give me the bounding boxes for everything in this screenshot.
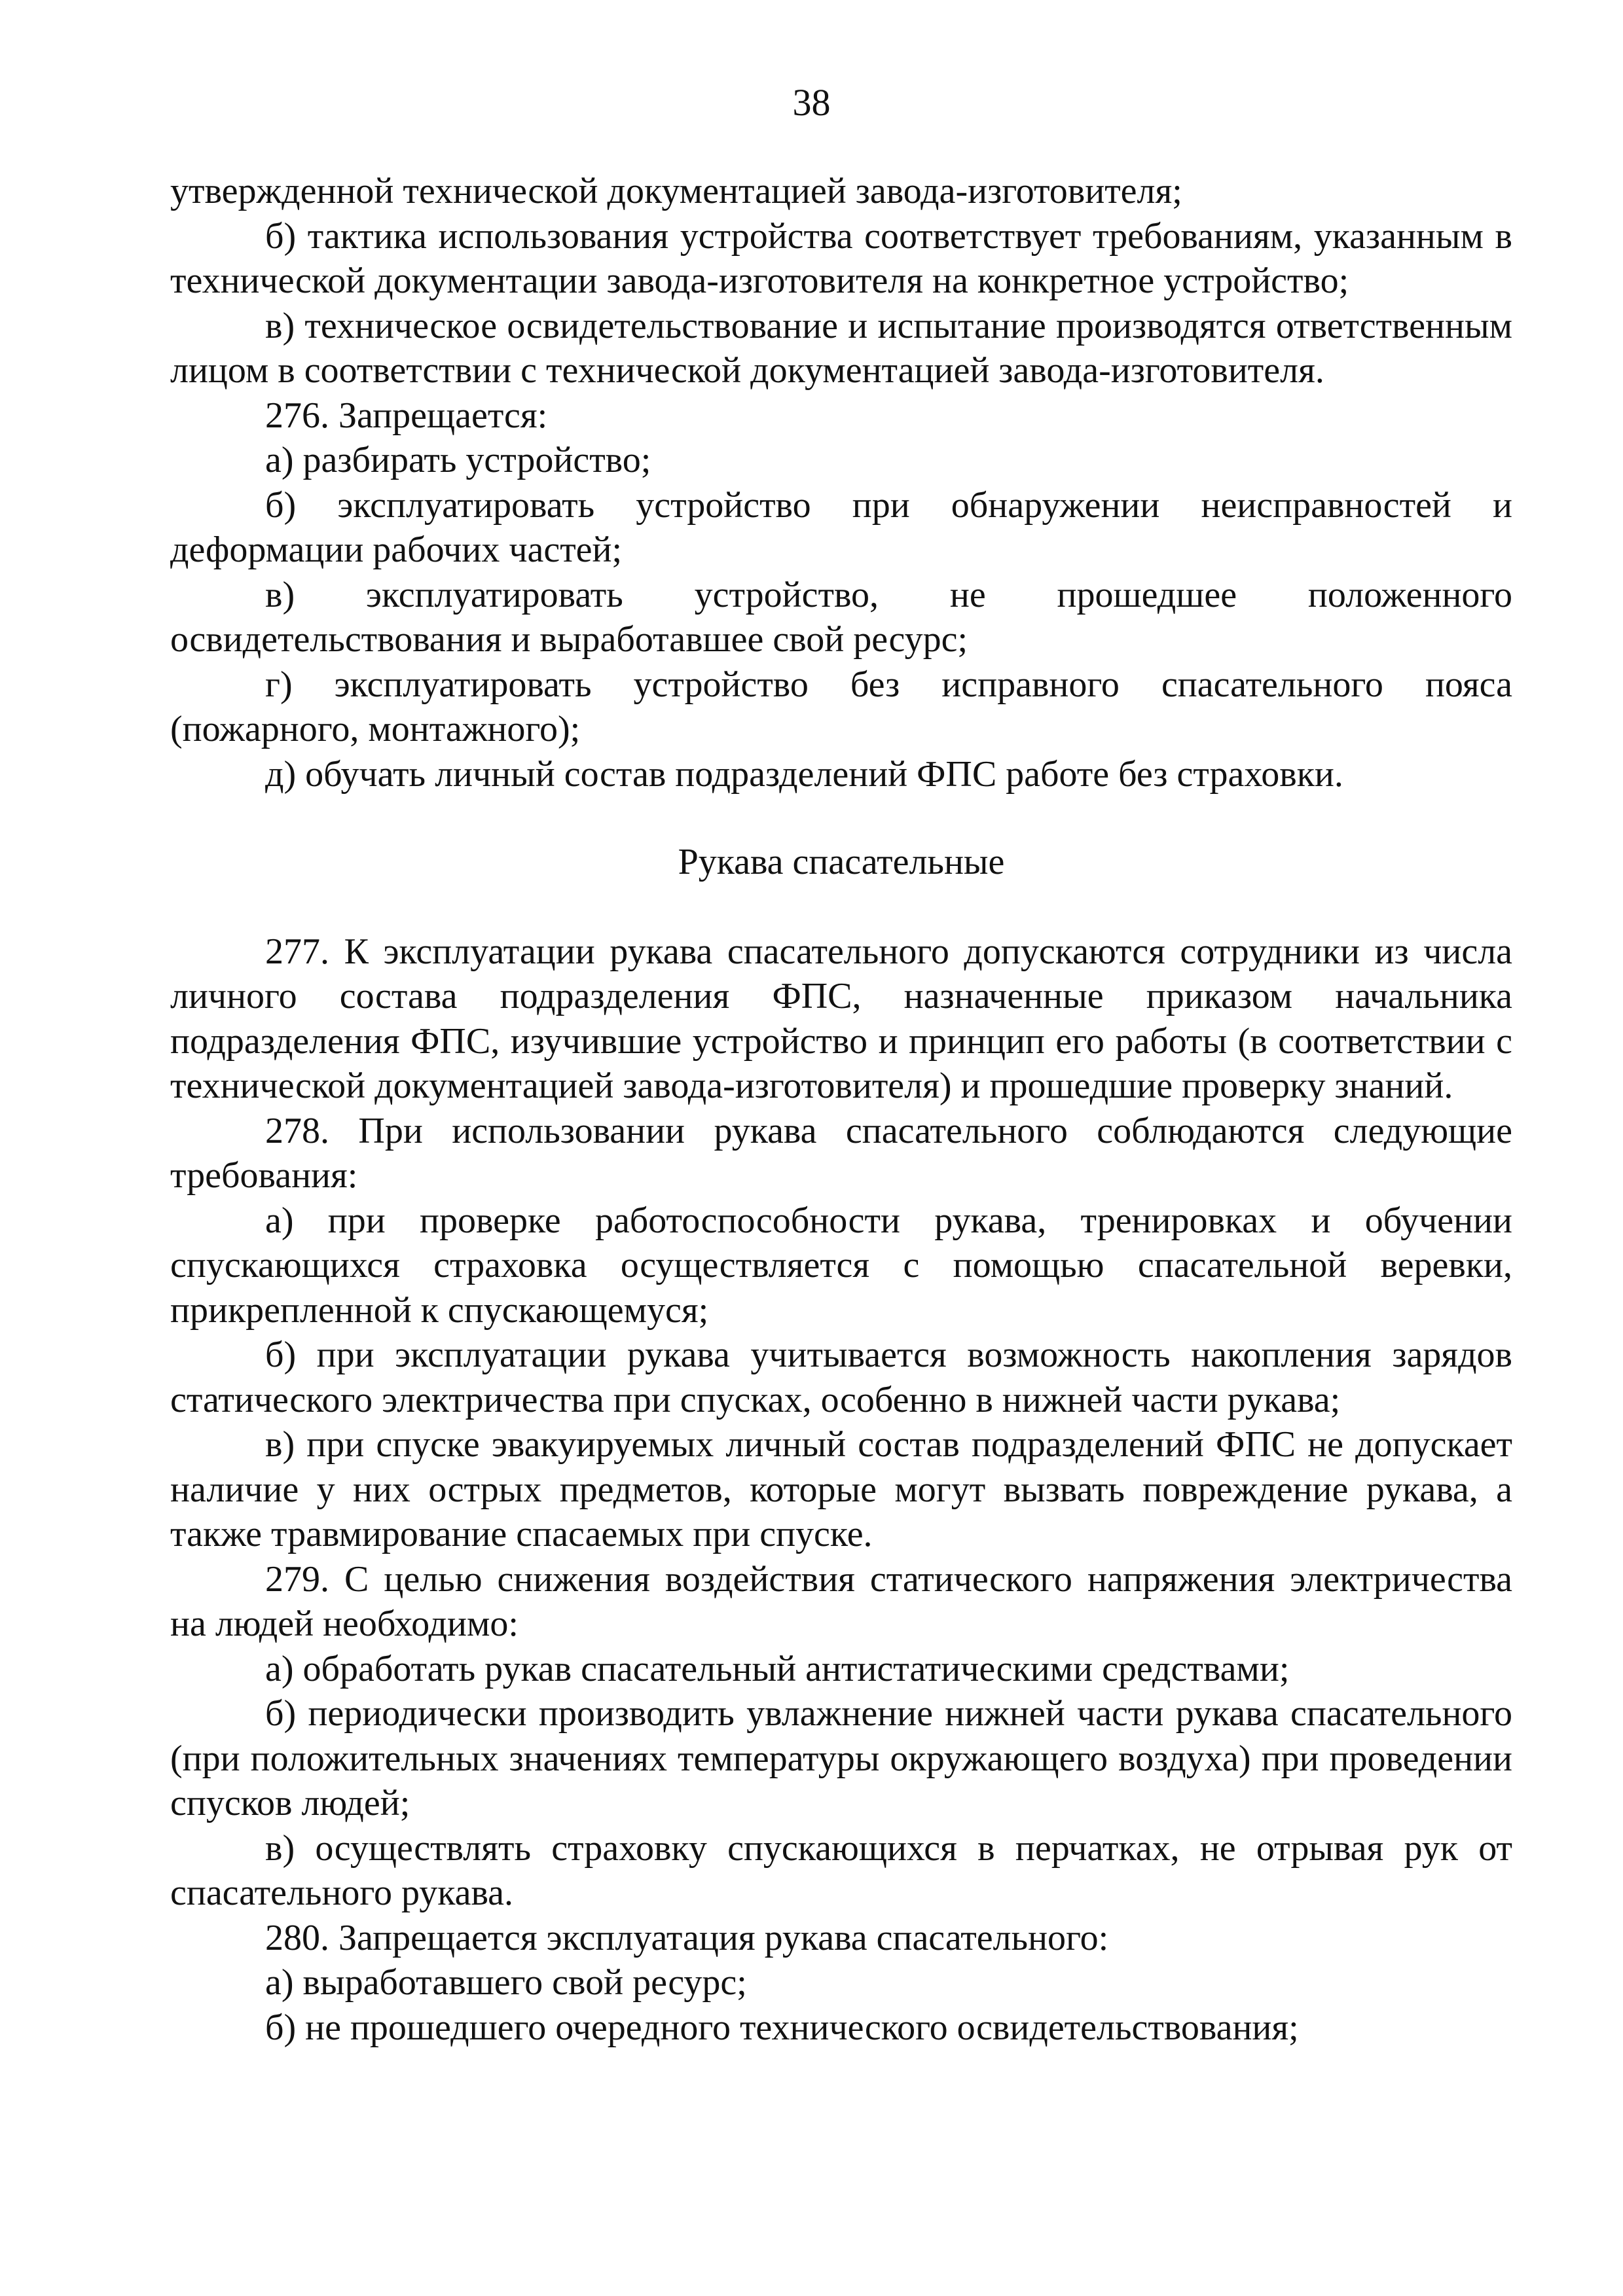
paragraph-group-before bbox=[170, 169, 1512, 797]
paragraph: б) при эксплуатации рукава учитывается возможность накопления зарядов статического электричества при спусках, особенно в нижней части рукава; bbox=[170, 1335, 1512, 1420]
paragraph: 276. Запрещается: bbox=[265, 395, 548, 436]
paragraph: а) обработать рукав спасательный антистатическими средствами; bbox=[265, 1648, 1290, 1689]
paragraph: 277. К эксплуатации рукава спасательного допускаются сотрудники из числа личного состава подразделения ФПС, назначенные приказом начальника подразделения ФПС, изучившие устройство и принцип его работы (в соответствии с технической документацией завода-изготовителя) и прошедшие проверку знаний. bbox=[170, 931, 1512, 1106]
paragraph-group-after bbox=[170, 929, 1512, 2051]
paragraph: в) при спуске эвакуируемых личный состав подразделений ФПС не допускает наличие у них острых предметов, которые могут вызвать повреждение рукава, а также травмирование спасаемых при спуске. bbox=[170, 1424, 1512, 1554]
paragraph: б) не прошедшего очередного технического освидетельствования; bbox=[265, 2007, 1299, 2048]
paragraph: в) техническое освидетельствование и испытание производятся ответственным лицом в соответствии с технической документацией завода-изготовителя. bbox=[170, 305, 1512, 391]
document-body bbox=[170, 169, 1512, 2050]
paragraph: 280. Запрещается эксплуатация рукава спасательного: bbox=[265, 1917, 1109, 1958]
paragraph: а) выработавшего свой ресурс; bbox=[265, 1962, 747, 2003]
paragraph: а) разбирать устройство; bbox=[265, 440, 651, 480]
paragraph: в) эксплуатировать устройство, не прошедшее положенного освидетельствования и выработавшее свой ресурс; bbox=[170, 574, 1512, 660]
paragraph: г) эксплуатировать устройство без исправного спасательного пояса (пожарного, монтажного); bbox=[170, 664, 1512, 749]
paragraph: 278. При использовании рукава спасательного соблюдаются следующие требования: bbox=[170, 1110, 1512, 1196]
paragraph: а) при проверке работоспособности рукава, тренировках и обучении спускающихся страховка осуществляется с помощью спасательной веревки, прикрепленной к спускающемуся; bbox=[170, 1200, 1512, 1331]
page-number: 38 bbox=[792, 81, 831, 124]
section-heading: Рукава спасательные bbox=[678, 842, 1005, 882]
paragraph: в) осуществлять страховку спускающихся в перчатках, не отрывая рук от спасательного рукава. bbox=[170, 1827, 1512, 1913]
paragraph: утвержденной технической документацией завода-изготовителя; bbox=[170, 171, 1182, 211]
paragraph: б) периодически производить увлажнение нижней части рукава спасательного (при положительных значениях температуры окружающего воздуха) при проведении спусков людей; bbox=[170, 1693, 1512, 1823]
paragraph: д) обучать личный состав подразделений ФПС работе без страховки. bbox=[265, 753, 1343, 795]
paragraph: б) эксплуатировать устройство при обнаружении неисправностей и деформации рабочих частей; bbox=[170, 484, 1512, 570]
paragraph: 279. С целью снижения воздействия статического напряжения электричества на людей необходимо: bbox=[170, 1558, 1512, 1644]
paragraph: б) тактика использования устройства соответствует требованиям, указанным в технической документации завода-изготовителя на конкретное устройство; bbox=[170, 215, 1512, 301]
